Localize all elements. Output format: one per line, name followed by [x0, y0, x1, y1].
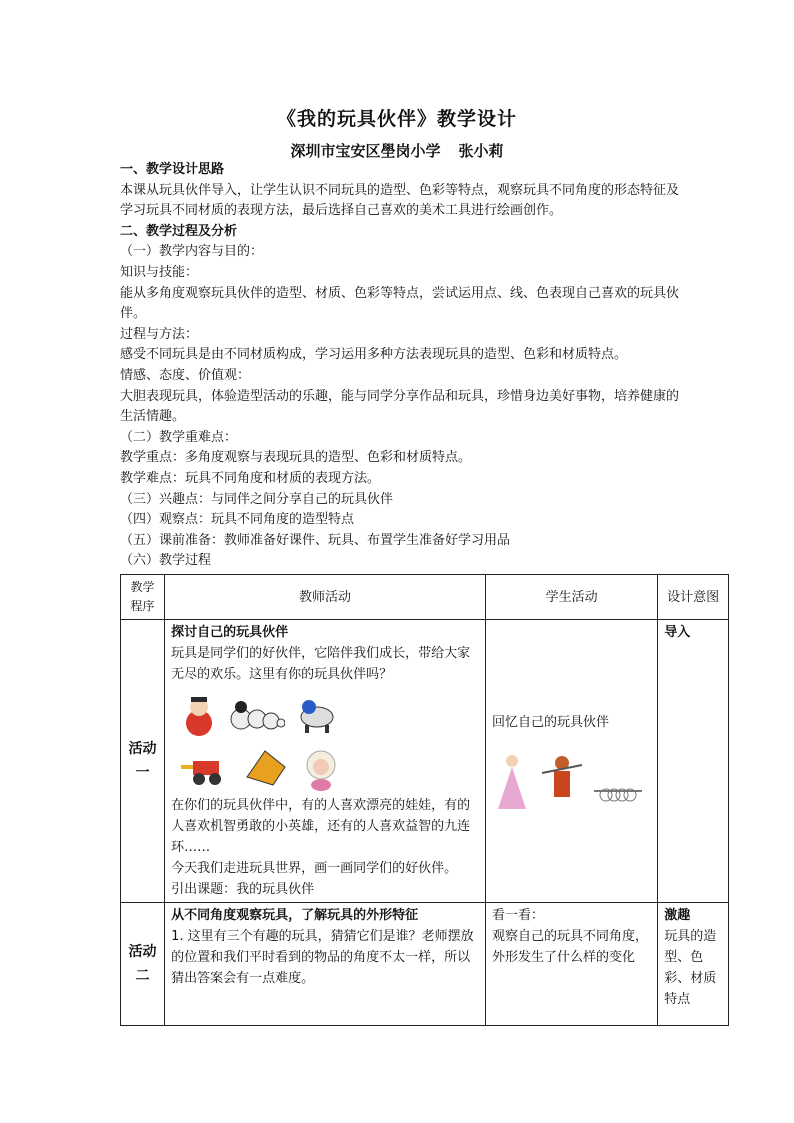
paragraph: 教学难点：玩具不同角度和材质的表现方法。 — [120, 470, 381, 486]
paragraph: （五）课前准备：教师准备好课件、玩具、布置学生准备好学习用品 — [120, 532, 511, 548]
activity-two-teacher — [165, 903, 486, 1026]
paragraph: 知识与技能： — [120, 264, 199, 280]
toy-images — [179, 695, 479, 737]
activity-one-text-2: 在你们的玩具伙伴中，有的人喜欢漂亮的娃娃，有的人喜欢机智勇敢的小英雄，还有的人喜欢益智的九连环…… — [171, 798, 471, 855]
section-heading-process: 二、教学过程及分析 — [120, 223, 238, 239]
toy-images-2 — [179, 747, 479, 791]
activity-two-purpose-title: 激趣 — [664, 908, 691, 923]
panda-dolls-icon — [229, 695, 285, 735]
sheep-doll-icon — [299, 747, 343, 791]
table-row — [121, 620, 729, 903]
paragraph: 能从多角度观察玩具伙伴的造型、材质、色彩等特点，尝试运用点、线、色表现自己喜欢的玩具伙伴。 — [120, 285, 680, 322]
activity-two-student-title: 看一看： — [491, 908, 544, 923]
activity-two-student — [485, 903, 657, 1026]
document-title: 《我的玩具伙伴》教学设计 — [276, 108, 517, 130]
header-purpose: 设计意图 — [658, 575, 729, 620]
school-name: 深圳市宝安区壆岗小学 — [290, 142, 441, 160]
activity-two-purpose-text: 玩具的造型、色彩、材质特点 — [664, 929, 717, 1007]
activity-two-student-text: 观察自己的玩具不同角度，外形发生了什么样的变化 — [491, 929, 648, 965]
paragraph: （六）教学过程 — [120, 553, 212, 569]
paragraph: （三）兴趣点：与同伴之间分享自己的玩具伙伴 — [120, 491, 394, 507]
table-row — [121, 903, 729, 1026]
activity-one-student — [485, 620, 657, 903]
design-paragraph: 本课从玩具伙伴导入，让学生认识不同玩具的造型、色彩等特点，观察玩具不同角度的形态特征及学习玩具不同材质的表现方法，最后选择自己喜欢的美术工具进行绘画创作。 — [120, 182, 680, 219]
header-student: 学生活动 — [485, 575, 657, 620]
paragraph: 过程与方法： — [120, 326, 199, 342]
activity-one-title: 探讨自己的玩具伙伴 — [171, 625, 289, 640]
activity-one-text: 玩具是同学们的好伙伴，它陪伴我们成长，带给大家无尽的欢乐。这里有你的玩具伙伴吗？ — [171, 646, 471, 682]
paragraph: 情感、态度、价值观： — [120, 367, 251, 383]
monkey-king-icon — [540, 753, 584, 811]
paragraph: （四）观察点：玩具不同角度的造型特点 — [120, 512, 355, 528]
paragraph: 教学重点：多角度观察与表现玩具的造型、色彩和材质特点。 — [120, 450, 472, 466]
table-header-row — [121, 575, 729, 620]
activity-two-label: 活动二 — [121, 903, 165, 1026]
nine-linked-rings-icon — [592, 771, 644, 811]
header-order: 教学程序 — [121, 575, 165, 620]
activity-one-teacher — [165, 620, 486, 903]
header-teacher: 教师活动 — [165, 575, 486, 620]
tiger-toy-icon — [243, 747, 289, 787]
activity-one-purpose: 导入 — [658, 620, 729, 903]
document-body — [120, 160, 680, 572]
paragraph: 感受不同玩具是由不同材质构成，学习运用多种方法表现玩具的造型、色彩和材质特点。 — [120, 347, 628, 363]
tumbler-doll-icon — [179, 695, 219, 737]
excavator-toy-icon — [179, 747, 233, 787]
paragraph: （一）教学内容与目的： — [120, 244, 264, 260]
paragraph: （二）教学重难点： — [120, 429, 238, 445]
author-name: 张小莉 — [458, 142, 504, 160]
activity-two-text: 1. 这里有三个有趣的玩具，猜猜它们是谁？老师摆放的位置和我们平时看到的物品的角度不太一样，所以猜出答案会有一点难度。 — [171, 929, 474, 986]
activity-one-label: 活动一 — [121, 620, 165, 903]
paragraph: 大胆表现玩具，体验造型活动的乐趣，能与同学分享作品和玩具，珍惜身边美好事物，培养健康的生活情趣。 — [120, 388, 680, 425]
activity-two-purpose — [658, 903, 729, 1026]
activity-one-text-4: 引出课题：我的玩具伙伴 — [171, 882, 315, 897]
robot-dog-icon — [295, 695, 339, 735]
activity-two-title: 从不同角度观察玩具，了解玩具的外形特征 — [171, 908, 419, 923]
section-heading-design: 一、教学设计思路 — [120, 162, 225, 177]
activity-one-student-text: 回忆自己的玩具伙伴 — [491, 714, 609, 730]
student-toy-images — [492, 753, 651, 811]
teaching-process-table — [120, 574, 729, 1026]
document-subtitle — [0, 140, 794, 161]
doll-icon — [492, 753, 532, 811]
activity-one-text-3: 今天我们走进玩具世界，画一画同学们的好伙伴。 — [171, 861, 458, 876]
